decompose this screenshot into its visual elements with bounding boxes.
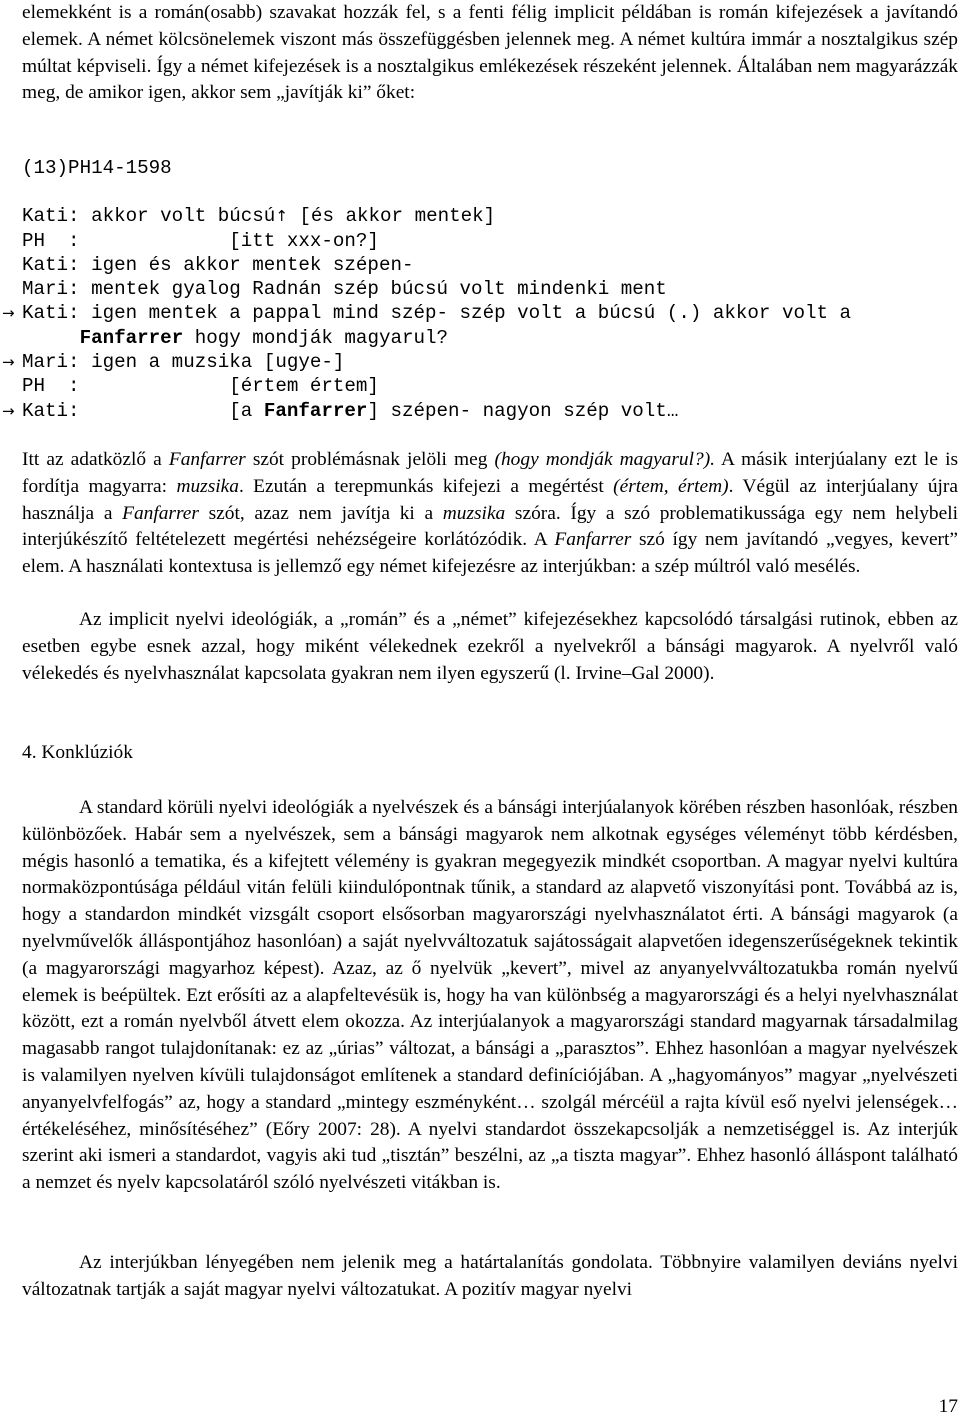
text-run: szót, azaz nem javítja ki a	[198, 502, 443, 524]
body-paragraph: Az implicit nyelvi ideológiák, a „román” és a „német” kifejezésekhez kapcsolódó társalgási rutinok, ebben az esetben egybe esnek azzal, hogy miként vélekednek ezekről a nyelvekről a bánsági magyarok. A nyelvről való vélekedés és nyelvhasználat kapcsolata gyakran nem ilyen egyszerű (l. Irvine–Gal 2000).	[22, 609, 958, 684]
body-paragraph: A standard körüli nyelvi ideológiák a nyelvészek és a bánsági interjúalanyok körében részben hasonlóak, részben különbözőek. Habár sem a nyelvészek, sem a bánsági magyarok nem alkotnak egységes véleményt több kérdésben, mégis hasonló a tematika, és a kifejtett vélemény is gyakran megegyezik mindkét csoportban. A magyar nyelvi kultúra normaközpontúsága például vitán felüli kiindulópontnak tűnik, a standard az alapvető viszonyítási pont. Továbbá az is, hogy a standardon mindkét vizsgált csoport elsősorban magyarországi nyelvhasználatot érti. A bánsági magyarok (a nyelvművelők álláspontjához hasonlóan) a saját nyelvváltozatuk sajátosságait alapvetően idegenszerűségeknek tekintik (a magyarországi magyarhoz képest). Azaz, az ő nyelvük „kevert”, mivel az anyanyelvváltozatukba román nyelvű elemek is beépültek. Ezt erősíti az a alapfeltevésük is, hogy ha van különbség a magyarországi és a helyi nyelvhasználat között, ezt a román nyelvből átvett elem okozza. Az interjúalanyok a magyarországi standard magyarnak társadalmilag magasabb rangot tulajdonítanak: ez az „úrias” változat, a bánsági a „parasztos”. Ehhez hasonlóan a magyar nyelvészek is valamilyen nyelven kívüli tulajdonságot említenek a standard definíciójában. A „hagyományos” magyar „nyelvészeti anyanyelvfelfogás” az, hogy a standard „mintegy eszményként… szolgál mércéül a rajta kívül eső nyelvi jelenségek… értékeléséhez, minősítéséhez” (Eőry 2007: 28). A nyelvi standardot összekapcsolják a nemzetiséggel is. Az interjúk szerint aki ismeri a standardot, vagyis aki tud „tisztán” beszélni, az „a tiszta magyar”. Ehhez hasonló álláspont található a nemzet és nyelv kapcsolatáról szóló nyelvészeti vitákban is.	[22, 797, 958, 1194]
transcript-code: (13)PH14-1598	[22, 157, 172, 179]
text-run: A másik interjúalany ezt le is fordítja magyarra:	[22, 449, 958, 497]
transcript-line: PH : [itt xxx-on?]	[22, 229, 379, 252]
transcript-line: PH : [értem értem]	[22, 375, 379, 398]
rising-intonation-icon: ↑	[275, 207, 288, 226]
intro-paragraph: elemekként is a román(osabb) szavakat hozzák fel, s a fenti félig implicit példában is román kifejezések a javítandó elemek. A német kölcsönelemek viszont más összefüggésben jelennek meg. A német kultúra immár a nosztalgikus szép múltat képviseli. Így a német kifejezések is a nosztalgikus emlékezések részeként jelennek. Általában nem magyarázzák meg, de amikor igen, akkor sem „javítják ki” őket:	[22, 2, 958, 104]
transcript-line	[2, 399, 958, 423]
italic-term: muzsika	[442, 502, 506, 524]
transcript-text: hogy mondják magyarul?	[183, 326, 449, 349]
text-run: Itt az adatközlő a	[22, 449, 169, 470]
transcript-line: Mari: mentek gyalog Radnán szép búcsú volt mindenki ment	[22, 278, 667, 301]
transcript-line: Kati: igen és akkor mentek szépen-	[22, 253, 414, 276]
italic-term: (értem, értem)	[613, 475, 729, 497]
text-run: szóra. Így a szó problematikussága egy nem helybeli interjúkészítő feltételezett megértési nehézségeire korlátózódik. A	[22, 502, 958, 551]
transcript-text	[22, 327, 80, 349]
text-run: . Ezután a terepmunkás kifejezi a megértést	[238, 475, 614, 497]
transcript-line	[2, 301, 958, 325]
page-number: 17	[938, 1396, 958, 1417]
body-paragraph: Az interjúkban lényegében nem jelenik meg a határtalanítás gondolata. Többnyire valamilyen deviáns nyelvi változatnak tartják a saját magyar nyelvi változatukat. A pozitív magyar nyelvi	[22, 1252, 958, 1300]
text-run: szót problémásnak jelöli meg	[245, 449, 495, 470]
italic-term: (hogy mondják magyarul?).	[494, 449, 716, 470]
text-run: . Végül az interjúalany újra használja a	[22, 475, 958, 524]
transcript-text: Kati: akkor volt búcsú	[22, 205, 276, 228]
transcript-text: Mari: igen a muzsika [ugye-]	[22, 351, 345, 374]
right-arrow-icon: →	[2, 304, 15, 323]
italic-term: muzsika	[176, 475, 239, 497]
right-arrow-icon: →	[2, 353, 15, 372]
transcript-line	[2, 350, 958, 374]
transcript-line	[22, 204, 958, 228]
transcript-text: [és akkor mentek]	[287, 205, 496, 228]
transcript-emphasis: Fanfarrer	[263, 399, 368, 422]
transcript-block	[2, 156, 958, 423]
text-run: szó így nem javítandó „vegyes, kevert” elem. A használati kontextusa is jellemző egy német kifejezésre az interjúkban: a szép múltról való mesélés.	[22, 529, 958, 578]
section-heading: 4. Konklúziók	[22, 742, 133, 763]
transcript-line	[22, 326, 958, 350]
italic-term: Fanfarrer	[554, 529, 632, 551]
italic-term: Fanfarrer	[122, 502, 199, 524]
transcript-text: ] szépen- nagyon szép volt…	[367, 399, 679, 422]
transcript-text: Kati: igen mentek a pappal mind szép- szép volt a búcsú (.) akkor volt a	[22, 302, 852, 325]
analysis-paragraph	[22, 447, 958, 581]
right-arrow-icon: →	[2, 401, 15, 420]
italic-term: Fanfarrer	[168, 449, 246, 470]
transcript-text: Kati: [a	[22, 399, 264, 422]
transcript-emphasis: Fanfarrer	[79, 326, 184, 349]
